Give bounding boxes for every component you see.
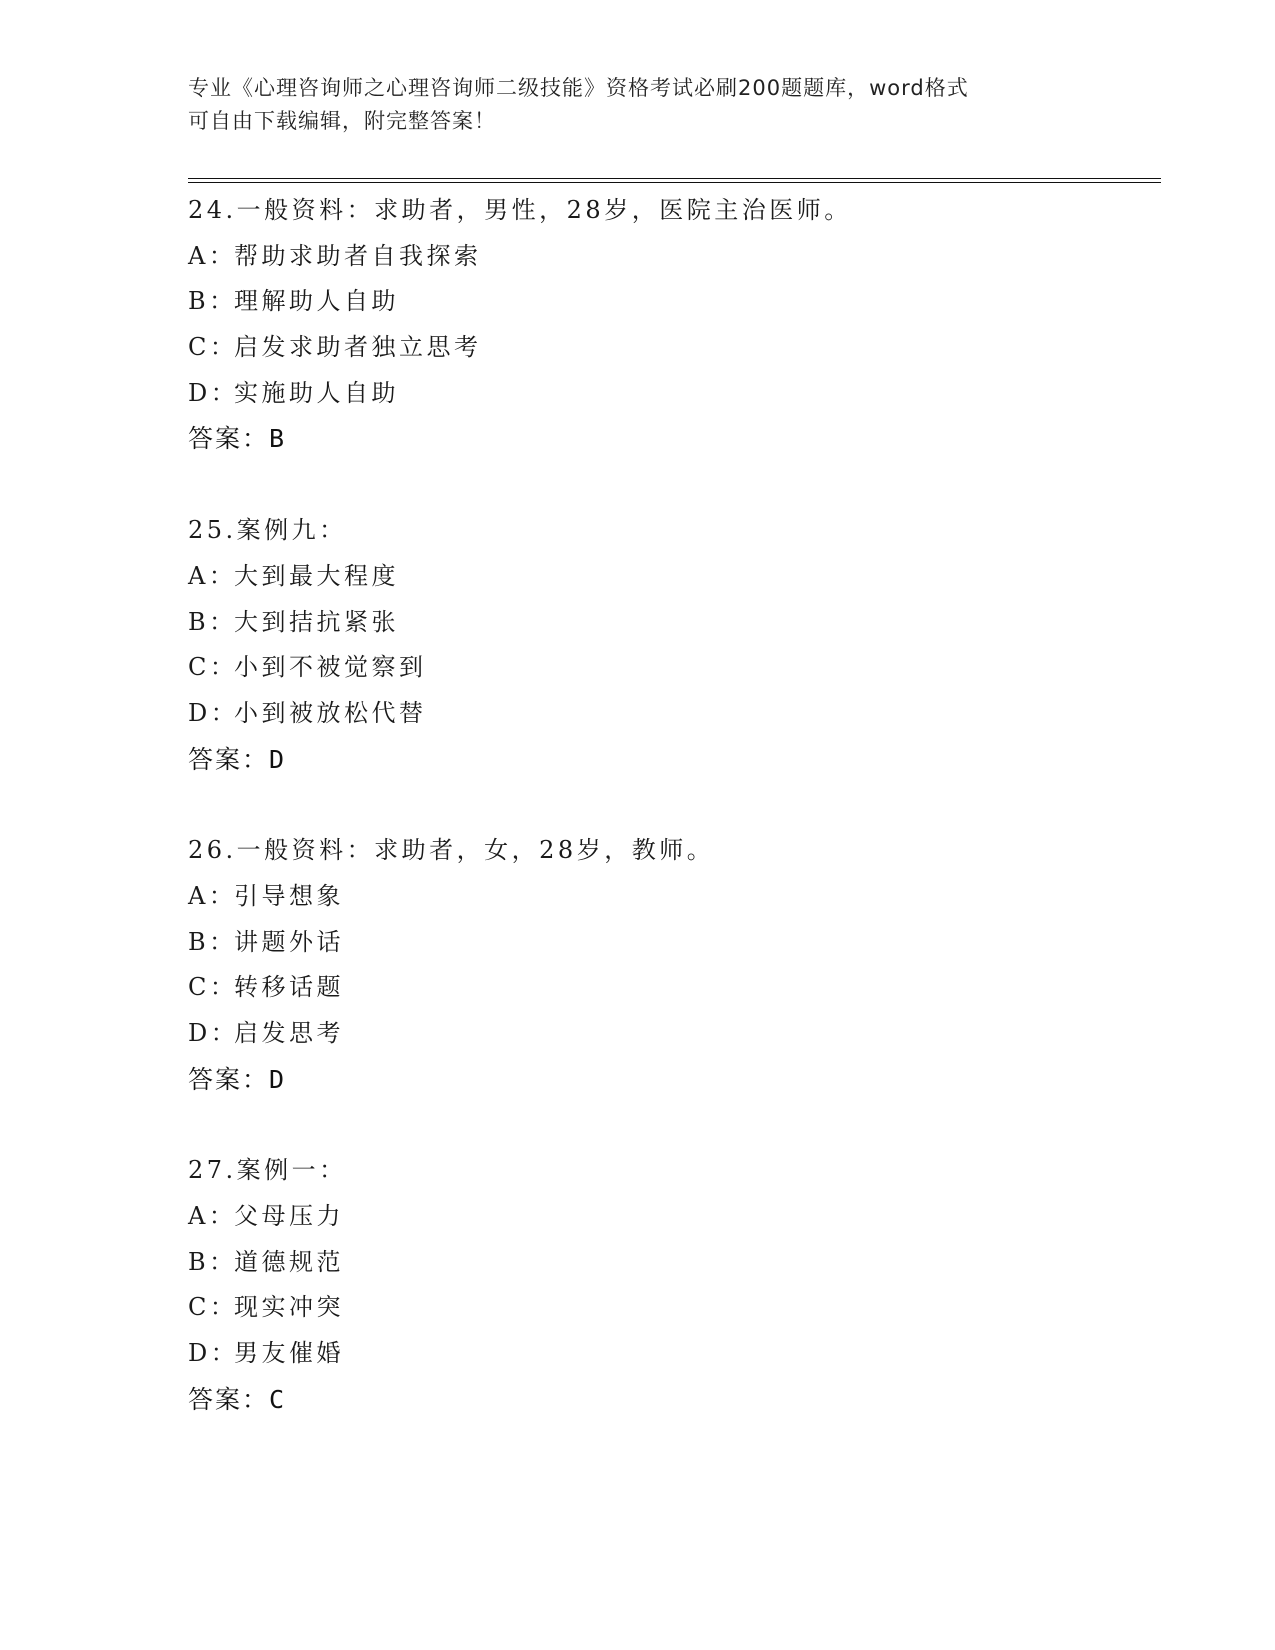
question-stem: 24.一般资料：求助者，男性，28岁，医院主治医师。 [188, 196, 852, 224]
option-text: 启发求助者独立思考 [234, 333, 482, 362]
option-text: 大到拮抗紧张 [234, 607, 399, 636]
option-c [188, 1285, 1161, 1331]
answer-value: C [269, 1384, 285, 1414]
option-text: 现实冲突 [234, 1293, 344, 1322]
option-text: 启发思考 [234, 1019, 344, 1047]
option-letter: D： [188, 1339, 239, 1368]
option-letter: C： [188, 653, 238, 682]
answer-line [188, 416, 1161, 462]
option-letter: B： [188, 927, 237, 956]
option-text: 男友催婚 [234, 1339, 344, 1368]
question-list [188, 188, 1161, 1469]
question-stem: 25.案例九： [188, 516, 347, 545]
answer-label: 答案： [188, 744, 270, 774]
option-c [188, 325, 1161, 371]
option-b [188, 1240, 1161, 1286]
question-stem: 26.一般资料：求助者，女，28岁，教师。 [188, 836, 715, 865]
option-d [188, 691, 1161, 737]
answer-value: D [269, 744, 285, 774]
option-text: 小到被放松代替 [234, 698, 427, 727]
question-stem: 27.案例一： [188, 1156, 347, 1185]
option-letter: A： [188, 561, 237, 590]
option-b [188, 600, 1161, 646]
option-text: 理解助人自助 [234, 287, 399, 316]
option-text: 转移话题 [234, 973, 344, 1002]
question-24 [188, 188, 1161, 462]
option-d [188, 371, 1161, 417]
header-line-1: 专业《心理咨询师之心理咨询师二级技能》资格考试必刷200题题库，word格式 [188, 76, 969, 100]
question-26 [188, 828, 1161, 1102]
option-letter: D： [188, 1019, 239, 1047]
option-c [188, 645, 1161, 691]
option-letter: C： [188, 1293, 238, 1322]
option-text: 道德规范 [234, 1247, 344, 1276]
option-a [188, 1194, 1161, 1240]
answer-value: D [269, 1064, 285, 1094]
option-text: 讲题外话 [234, 927, 344, 956]
option-letter: C： [188, 333, 238, 362]
option-text: 小到不被觉察到 [234, 653, 427, 682]
question-27 [188, 1148, 1161, 1422]
answer-label: 答案： [188, 424, 270, 454]
option-c [188, 965, 1161, 1011]
header-divider-top [188, 178, 1161, 179]
answer-line [188, 737, 1161, 783]
option-text: 帮助求助者自我探索 [234, 241, 482, 270]
option-letter: D： [188, 378, 239, 407]
answer-value: B [269, 424, 285, 454]
option-d [188, 1331, 1161, 1377]
option-letter: A： [188, 881, 237, 910]
option-b [188, 279, 1161, 325]
header-divider-bottom [188, 182, 1161, 183]
answer-line [188, 1377, 1161, 1423]
option-a [188, 874, 1161, 920]
option-letter: D： [188, 698, 239, 727]
option-b [188, 920, 1161, 966]
option-text: 父母压力 [234, 1202, 344, 1231]
answer-label: 答案： [188, 1384, 270, 1414]
header-line-2: 可自由下载编辑，附完整答案！ [188, 109, 496, 133]
option-a [188, 554, 1161, 600]
question-25 [188, 508, 1161, 782]
option-a [188, 234, 1161, 280]
option-text: 实施助人自助 [234, 378, 399, 407]
option-text: 引导想象 [234, 881, 344, 910]
option-letter: B： [188, 607, 237, 636]
option-letter: A： [188, 241, 237, 270]
document-header [188, 72, 1088, 138]
option-letter: B： [188, 1247, 237, 1276]
option-letter: C： [188, 973, 238, 1002]
answer-label: 答案： [188, 1064, 270, 1094]
option-d [188, 1011, 1161, 1057]
answer-line [188, 1057, 1161, 1103]
option-text: 大到最大程度 [234, 561, 399, 590]
option-letter: B： [188, 287, 237, 316]
option-letter: A： [188, 1202, 237, 1231]
